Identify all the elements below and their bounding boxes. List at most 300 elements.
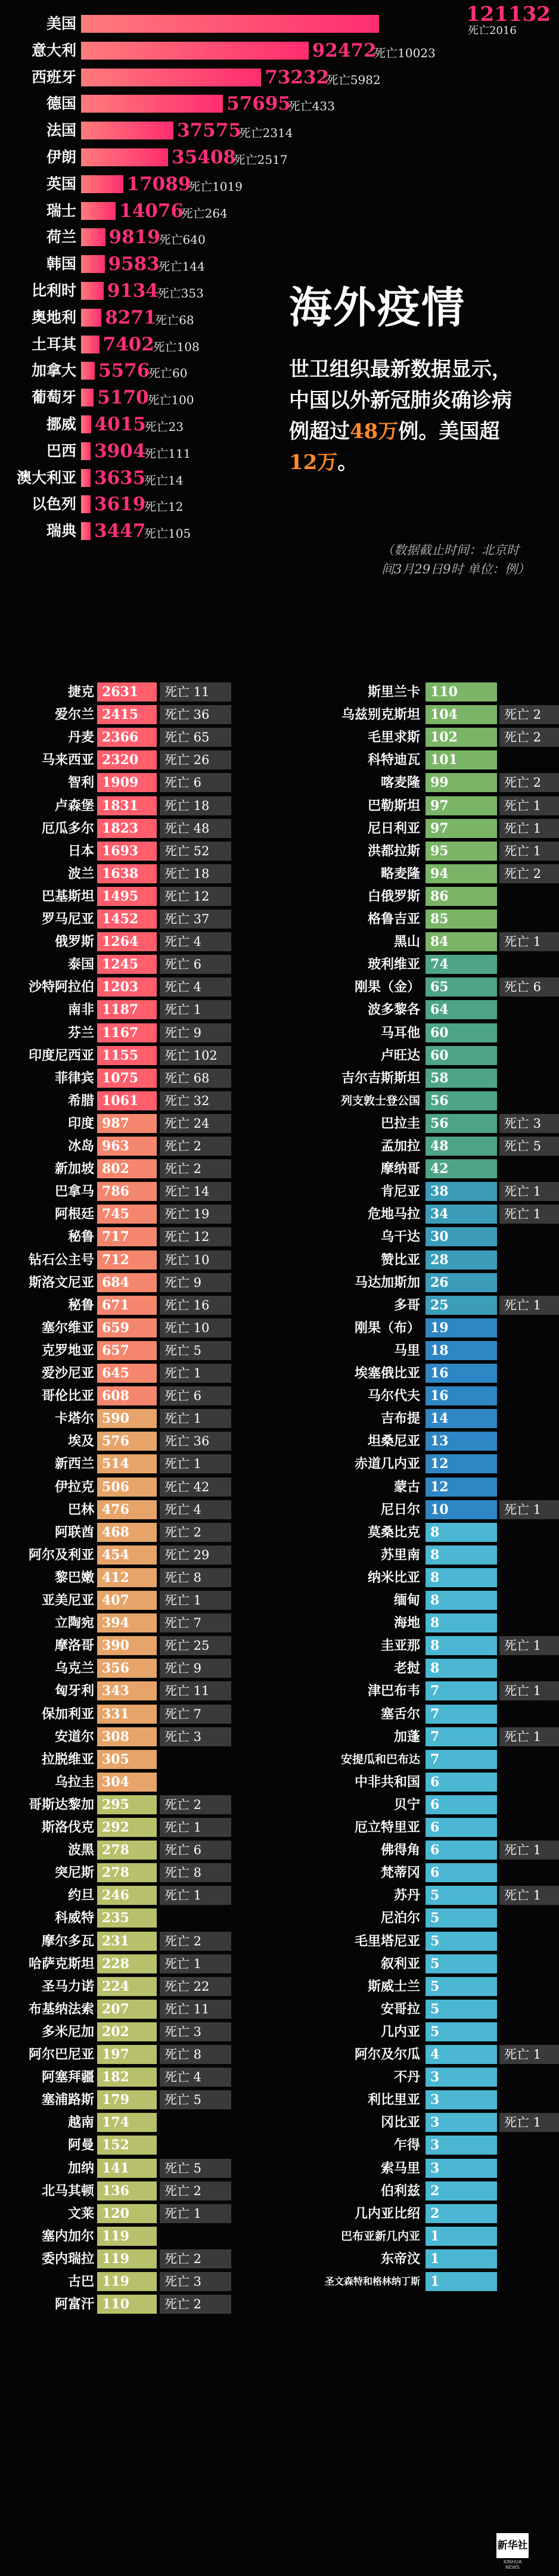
country-label: 伊朗 bbox=[46, 148, 76, 166]
country-label: 瑞典 bbox=[46, 522, 76, 540]
table-row bbox=[268, 1181, 542, 1202]
table-row bbox=[268, 863, 542, 884]
value-cell: 5 bbox=[426, 1932, 497, 1951]
table-row bbox=[0, 1430, 268, 1452]
table-row bbox=[0, 1544, 268, 1566]
country-label: 利比里亚 bbox=[367, 2092, 420, 2108]
country-label: 摩纳哥 bbox=[380, 1161, 420, 1177]
table-row bbox=[268, 1203, 542, 1225]
value-cell: 7 bbox=[426, 1705, 497, 1724]
death-cell: 死亡 52 bbox=[160, 842, 231, 861]
country-label: 泰国 bbox=[67, 957, 94, 973]
country-label: 西班牙 bbox=[31, 68, 76, 86]
country-label: 爱尔兰 bbox=[54, 707, 94, 723]
table-row bbox=[0, 1453, 268, 1475]
country-label: 纳米比亚 bbox=[367, 1569, 420, 1585]
value-cell: 394 bbox=[97, 1613, 157, 1632]
country-label: 格鲁吉亚 bbox=[367, 911, 420, 927]
death-cell: 死亡 26 bbox=[160, 750, 231, 769]
table-row bbox=[268, 2134, 536, 2156]
country-label: 俄罗斯 bbox=[54, 934, 94, 950]
bar bbox=[81, 522, 91, 540]
table-row bbox=[0, 1567, 268, 1588]
value-label: 5170 bbox=[97, 387, 149, 409]
table-row bbox=[0, 1067, 268, 1089]
table-row bbox=[0, 931, 268, 952]
value-cell: 7 bbox=[426, 1727, 497, 1746]
value-cell: 65 bbox=[426, 977, 497, 997]
value-cell: 278 bbox=[97, 1863, 157, 1882]
bar bbox=[81, 228, 105, 246]
death-label: 死亡12 bbox=[144, 499, 184, 514]
table-row bbox=[268, 931, 542, 952]
value-cell: 26 bbox=[426, 1273, 497, 1292]
table-row bbox=[268, 2203, 536, 2224]
table-row bbox=[0, 1045, 268, 1066]
table-row bbox=[268, 795, 542, 817]
country-label: 阿塞拜疆 bbox=[41, 2069, 94, 2085]
country-label: 老挝 bbox=[393, 1661, 420, 1677]
death-cell: 死亡 2 bbox=[499, 705, 559, 724]
value-cell: 104 bbox=[426, 705, 497, 724]
value-cell: 34 bbox=[426, 1205, 497, 1224]
death-cell: 死亡 1 bbox=[499, 1841, 559, 1860]
top-chart-row bbox=[0, 331, 536, 358]
country-label: 韩国 bbox=[46, 255, 76, 273]
country-label: 哥斯达黎加 bbox=[28, 1796, 94, 1812]
country-label: 布基纳法索 bbox=[28, 2001, 94, 2017]
country-label: 多哥 bbox=[393, 1297, 420, 1313]
country-label: 安提瓜和巴布达 bbox=[340, 1752, 420, 1766]
table-row bbox=[0, 1090, 268, 1112]
value-cell: 13 bbox=[426, 1432, 497, 1451]
value-cell: 6 bbox=[426, 1795, 497, 1814]
table-row bbox=[0, 2089, 268, 2111]
death-cell: 死亡 5 bbox=[160, 2090, 231, 2109]
death-label: 死亡23 bbox=[144, 420, 184, 434]
bar bbox=[81, 255, 105, 273]
top-chart-row bbox=[0, 224, 536, 250]
value-cell: 224 bbox=[97, 1977, 157, 1996]
value-cell: 174 bbox=[97, 2113, 157, 2132]
country-label: 巴基斯坦 bbox=[41, 888, 94, 904]
table-row bbox=[268, 2066, 536, 2088]
bar bbox=[81, 69, 261, 86]
value-cell: 963 bbox=[97, 1137, 157, 1156]
country-label: 玻利维亚 bbox=[367, 957, 420, 973]
bar bbox=[81, 389, 94, 406]
value-cell: 786 bbox=[97, 1182, 157, 1201]
value-cell: 85 bbox=[426, 910, 497, 929]
country-label: 尼泊尔 bbox=[380, 1910, 420, 1926]
value-cell: 468 bbox=[97, 1523, 157, 1542]
country-label: 海地 bbox=[393, 1615, 420, 1631]
table-row bbox=[0, 2271, 268, 2292]
country-label: 冈比亚 bbox=[380, 2115, 420, 2131]
country-label: 法国 bbox=[46, 122, 76, 139]
table-row bbox=[0, 1158, 268, 1180]
country-label: 塞内加尔 bbox=[41, 2228, 94, 2244]
value-cell: 94 bbox=[426, 864, 497, 883]
title-block bbox=[289, 273, 527, 335]
table-row bbox=[0, 886, 268, 907]
death-cell: 死亡 1 bbox=[499, 1296, 559, 1315]
table-row bbox=[268, 999, 536, 1020]
country-label: 中非共和国 bbox=[354, 1774, 420, 1790]
country-label: 塞浦路斯 bbox=[41, 2092, 94, 2108]
value-cell: 343 bbox=[97, 1681, 157, 1700]
death-label: 死亡100 bbox=[147, 393, 194, 408]
value-cell: 2 bbox=[426, 2181, 497, 2201]
death-cell: 死亡 36 bbox=[160, 705, 231, 724]
table-row bbox=[0, 1726, 268, 1748]
death-cell: 死亡 1 bbox=[499, 1182, 559, 1201]
bar bbox=[81, 42, 309, 60]
value-label: 3447 bbox=[94, 520, 146, 542]
death-label: 死亡353 bbox=[157, 286, 204, 300]
value-cell: 712 bbox=[97, 1250, 157, 1270]
value-cell: 1693 bbox=[97, 842, 157, 861]
value-cell: 608 bbox=[97, 1386, 157, 1405]
table-row bbox=[268, 1090, 536, 1112]
country-label: 孟加拉 bbox=[380, 1138, 420, 1154]
country-label: 北马其顿 bbox=[41, 2183, 94, 2199]
value-cell: 576 bbox=[97, 1432, 157, 1451]
table-row bbox=[268, 1839, 542, 1861]
table-row bbox=[0, 1522, 268, 1543]
country-label: 阿富汗 bbox=[54, 2296, 94, 2313]
country-label: 秘鲁 bbox=[67, 1297, 94, 1313]
value-label: 37575 bbox=[177, 120, 241, 142]
death-cell: 死亡 7 bbox=[160, 1613, 231, 1632]
table-row bbox=[268, 727, 542, 748]
death-cell: 死亡 1 bbox=[160, 1886, 231, 1905]
country-label: 津巴布韦 bbox=[367, 1683, 420, 1699]
value-cell: 476 bbox=[97, 1500, 157, 1519]
death-label: 死亡5982 bbox=[326, 72, 381, 87]
table-row bbox=[268, 1113, 542, 1134]
death-cell: 死亡 2 bbox=[160, 1159, 231, 1178]
value-cell: 6 bbox=[426, 1863, 497, 1882]
table-row bbox=[0, 1340, 268, 1361]
table-row bbox=[0, 908, 268, 930]
value-label: 3619 bbox=[94, 494, 146, 516]
table-row bbox=[0, 1135, 268, 1157]
country-label: 以色列 bbox=[31, 495, 76, 513]
country-label: 乌兹别克斯坦 bbox=[341, 707, 420, 723]
table-row bbox=[268, 1862, 536, 1883]
death-label: 死亡2517 bbox=[233, 153, 288, 167]
table-row bbox=[0, 863, 268, 884]
death-cell: 死亡 1 bbox=[499, 1636, 559, 1655]
death-label: 死亡1019 bbox=[188, 179, 243, 194]
table-row bbox=[268, 1272, 536, 1293]
country-label: 几内亚比绍 bbox=[354, 2205, 420, 2221]
death-label: 死亡264 bbox=[181, 206, 228, 221]
country-label: 危地马拉 bbox=[367, 1206, 420, 1222]
country-label: 缅甸 bbox=[393, 1593, 420, 1608]
table-row bbox=[0, 1612, 268, 1634]
country-label: 日本 bbox=[67, 843, 94, 859]
country-label: 印度 bbox=[67, 1115, 94, 1131]
table-row bbox=[0, 2226, 268, 2247]
bar bbox=[81, 336, 100, 353]
table-row bbox=[268, 976, 542, 998]
table-row bbox=[0, 1658, 268, 1679]
table-row bbox=[0, 1794, 268, 1815]
table-row bbox=[0, 1317, 268, 1339]
value-cell: 110 bbox=[426, 682, 497, 702]
death-cell: 死亡 9 bbox=[160, 1023, 231, 1042]
death-label: 死亡14 bbox=[144, 473, 184, 488]
death-label: 死亡2314 bbox=[238, 126, 293, 141]
country-label: 列支敦士登公国 bbox=[340, 1094, 420, 1107]
country-label: 挪威 bbox=[46, 415, 76, 433]
death-label: 死亡144 bbox=[158, 259, 205, 274]
value-cell: 3 bbox=[426, 2159, 497, 2178]
table-row bbox=[0, 795, 268, 817]
value-cell: 141 bbox=[97, 2159, 157, 2178]
value-cell: 231 bbox=[97, 1932, 157, 1951]
table-row bbox=[0, 772, 268, 793]
table-row bbox=[268, 2112, 542, 2133]
country-label: 拉脱维亚 bbox=[41, 1751, 94, 1767]
bar bbox=[81, 282, 104, 300]
table-row bbox=[0, 1680, 268, 1702]
death-cell: 死亡 10 bbox=[160, 1318, 231, 1337]
value-cell: 514 bbox=[97, 1454, 157, 1473]
table-row bbox=[0, 727, 268, 748]
value-cell: 1823 bbox=[97, 819, 157, 838]
country-label: 伊拉克 bbox=[54, 1479, 94, 1495]
table-row bbox=[268, 1430, 536, 1452]
country-label: 卡塔尔 bbox=[54, 1411, 94, 1427]
table-row bbox=[0, 1635, 268, 1656]
country-label: 希腊 bbox=[67, 1093, 94, 1109]
value-cell: 110 bbox=[97, 2295, 157, 2314]
value-cell: 60 bbox=[426, 1023, 497, 1042]
table-row bbox=[268, 1907, 536, 1929]
death-cell: 死亡 1 bbox=[160, 1409, 231, 1428]
value-cell: 454 bbox=[97, 1545, 157, 1565]
country-label: 巴勒斯坦 bbox=[367, 797, 420, 814]
table-row bbox=[268, 1976, 536, 1997]
country-label: 塞舌尔 bbox=[380, 1706, 420, 1722]
bar bbox=[81, 415, 91, 433]
table-row bbox=[268, 840, 542, 862]
table-row bbox=[0, 749, 268, 771]
country-label: 芬兰 bbox=[67, 1025, 94, 1041]
value-cell: 60 bbox=[426, 1046, 497, 1065]
country-label: 斯威士兰 bbox=[367, 1978, 420, 1994]
table-row bbox=[268, 1794, 536, 1815]
value-label: 3904 bbox=[94, 440, 146, 462]
table-row bbox=[268, 1022, 536, 1044]
death-cell: 死亡 19 bbox=[160, 1205, 231, 1224]
death-cell: 死亡 4 bbox=[160, 2068, 231, 2087]
country-label: 罗马尼亚 bbox=[41, 911, 94, 927]
bar bbox=[81, 175, 123, 193]
table-row bbox=[268, 1612, 536, 1634]
death-cell: 死亡 1 bbox=[499, 819, 559, 838]
country-label: 智利 bbox=[67, 775, 94, 791]
country-label: 保加利亚 bbox=[41, 1706, 94, 1722]
country-label: 越南 bbox=[67, 2115, 94, 2131]
bar bbox=[81, 15, 379, 33]
death-cell: 死亡 4 bbox=[160, 932, 231, 951]
death-cell: 死亡 2 bbox=[160, 2295, 231, 2314]
value-cell: 659 bbox=[97, 1318, 157, 1337]
bar bbox=[81, 309, 101, 327]
value-cell: 8 bbox=[426, 1545, 497, 1565]
country-label: 马里 bbox=[393, 1342, 420, 1358]
country-label: 瑞士 bbox=[46, 201, 76, 219]
country-label: 斯洛文尼亚 bbox=[28, 1274, 94, 1290]
death-label: 死亡2016 bbox=[468, 24, 517, 37]
value-cell: 1495 bbox=[97, 887, 157, 906]
value-cell: 12 bbox=[426, 1478, 497, 1497]
death-cell: 死亡 3 bbox=[499, 1114, 559, 1133]
country-label: 澳大利亚 bbox=[16, 468, 76, 486]
table-row bbox=[0, 1476, 268, 1498]
country-label: 突尼斯 bbox=[54, 1865, 94, 1881]
value-cell: 1 bbox=[426, 2227, 497, 2246]
table-row bbox=[268, 1544, 536, 1566]
country-label: 略麦隆 bbox=[380, 865, 420, 882]
death-cell: 死亡 2 bbox=[499, 864, 559, 883]
country-label: 土耳其 bbox=[31, 335, 76, 353]
value-cell: 14 bbox=[426, 1409, 497, 1428]
death-cell: 死亡 2 bbox=[160, 2181, 231, 2201]
value-cell: 4 bbox=[426, 2045, 497, 2064]
value-cell: 684 bbox=[97, 1273, 157, 1292]
table-row bbox=[268, 1817, 536, 1838]
death-cell: 死亡 25 bbox=[160, 1636, 231, 1655]
table-row bbox=[0, 818, 268, 839]
country-label: 德国 bbox=[46, 95, 76, 113]
value-cell: 16 bbox=[426, 1364, 497, 1383]
value-cell: 99 bbox=[426, 773, 497, 792]
country-label: 比利时 bbox=[31, 282, 76, 299]
value-cell: 2415 bbox=[97, 705, 157, 724]
table-row bbox=[0, 2180, 268, 2202]
value-cell: 182 bbox=[97, 2068, 157, 2087]
value-cell: 19 bbox=[426, 1318, 497, 1337]
death-cell: 死亡 6 bbox=[499, 977, 559, 997]
table-row bbox=[0, 2158, 268, 2179]
value-cell: 28 bbox=[426, 1250, 497, 1270]
table-row bbox=[0, 1385, 268, 1407]
death-cell: 死亡 1 bbox=[499, 1500, 559, 1519]
country-label: 刚果（布） bbox=[354, 1320, 420, 1336]
death-cell: 死亡 1 bbox=[499, 1205, 559, 1224]
table-row bbox=[268, 1295, 542, 1316]
death-cell: 死亡 1 bbox=[160, 1954, 231, 1973]
country-label: 喀麦隆 bbox=[380, 775, 420, 791]
country-label: 克罗地亚 bbox=[41, 1342, 94, 1358]
value-label: 17089 bbox=[126, 173, 191, 195]
table-row bbox=[268, 1726, 542, 1748]
bar bbox=[81, 148, 168, 166]
value-cell: 179 bbox=[97, 2090, 157, 2109]
table-row bbox=[0, 2248, 268, 2270]
value-cell: 278 bbox=[97, 1841, 157, 1860]
death-label: 死亡433 bbox=[288, 99, 335, 114]
table-row bbox=[268, 1340, 536, 1361]
bar bbox=[81, 469, 91, 487]
value-cell: 356 bbox=[97, 1659, 157, 1678]
value-cell: 717 bbox=[97, 1227, 157, 1246]
country-label: 贝宁 bbox=[393, 1796, 420, 1812]
table-row bbox=[268, 1317, 536, 1339]
value-cell: 56 bbox=[426, 1091, 497, 1110]
value-cell: 7 bbox=[426, 1681, 497, 1700]
value-cell: 390 bbox=[97, 1636, 157, 1655]
country-label: 伯利兹 bbox=[380, 2183, 420, 2199]
country-label: 加纳 bbox=[67, 2160, 94, 2176]
top-chart-row bbox=[0, 491, 536, 517]
country-label: 菲律宾 bbox=[54, 1070, 94, 1086]
country-label: 刚果（金） bbox=[354, 979, 420, 995]
value-cell: 5 bbox=[426, 1886, 497, 1905]
table-row bbox=[268, 1067, 536, 1089]
country-label: 安道尔 bbox=[54, 1728, 94, 1745]
death-cell: 死亡 3 bbox=[160, 2272, 231, 2291]
table-row bbox=[268, 908, 536, 930]
country-label: 东帝汶 bbox=[380, 2251, 420, 2267]
country-label: 爱沙尼亚 bbox=[41, 1365, 94, 1381]
top-chart-row bbox=[0, 64, 536, 91]
table-row bbox=[0, 2112, 268, 2133]
value-cell: 1 bbox=[426, 2272, 497, 2291]
table-row bbox=[0, 1771, 268, 1793]
bar bbox=[81, 442, 91, 460]
value-cell: 12 bbox=[426, 1454, 497, 1473]
country-label: 莫桑比克 bbox=[367, 1524, 420, 1540]
value-cell: 197 bbox=[97, 2045, 157, 2064]
country-label: 厄立特里亚 bbox=[354, 1820, 420, 1835]
death-label: 死亡68 bbox=[155, 312, 194, 327]
table-row bbox=[0, 1907, 268, 1929]
value-cell: 152 bbox=[97, 2136, 157, 2155]
country-label: 新加坡 bbox=[54, 1161, 94, 1177]
death-cell: 死亡 2 bbox=[160, 1795, 231, 1814]
table-row bbox=[268, 749, 536, 771]
table-row bbox=[0, 1295, 268, 1316]
value-cell: 102 bbox=[426, 728, 497, 747]
value-cell: 1831 bbox=[97, 796, 157, 815]
death-cell: 死亡 22 bbox=[160, 1977, 231, 1996]
table-row bbox=[0, 999, 268, 1020]
death-cell: 死亡 8 bbox=[160, 1863, 231, 1882]
death-cell: 死亡 8 bbox=[160, 1568, 231, 1587]
value-cell: 8 bbox=[426, 1523, 497, 1542]
country-label: 几内亚 bbox=[380, 2023, 420, 2040]
table-row bbox=[0, 1203, 268, 1225]
country-label: 苏丹 bbox=[393, 1888, 420, 1904]
value-cell: 8 bbox=[426, 1659, 497, 1678]
value-label: 57695 bbox=[226, 93, 291, 115]
death-label: 死亡60 bbox=[148, 366, 188, 381]
value-cell: 38 bbox=[426, 1182, 497, 1201]
value-cell: 802 bbox=[97, 1159, 157, 1178]
value-cell: 5 bbox=[426, 1908, 497, 1928]
value-cell: 3 bbox=[426, 2090, 497, 2109]
country-label: 哥伦比亚 bbox=[41, 1388, 94, 1404]
country-label: 圣马力诺 bbox=[41, 1978, 94, 1994]
value-cell: 308 bbox=[97, 1727, 157, 1746]
table-row bbox=[268, 1158, 536, 1180]
